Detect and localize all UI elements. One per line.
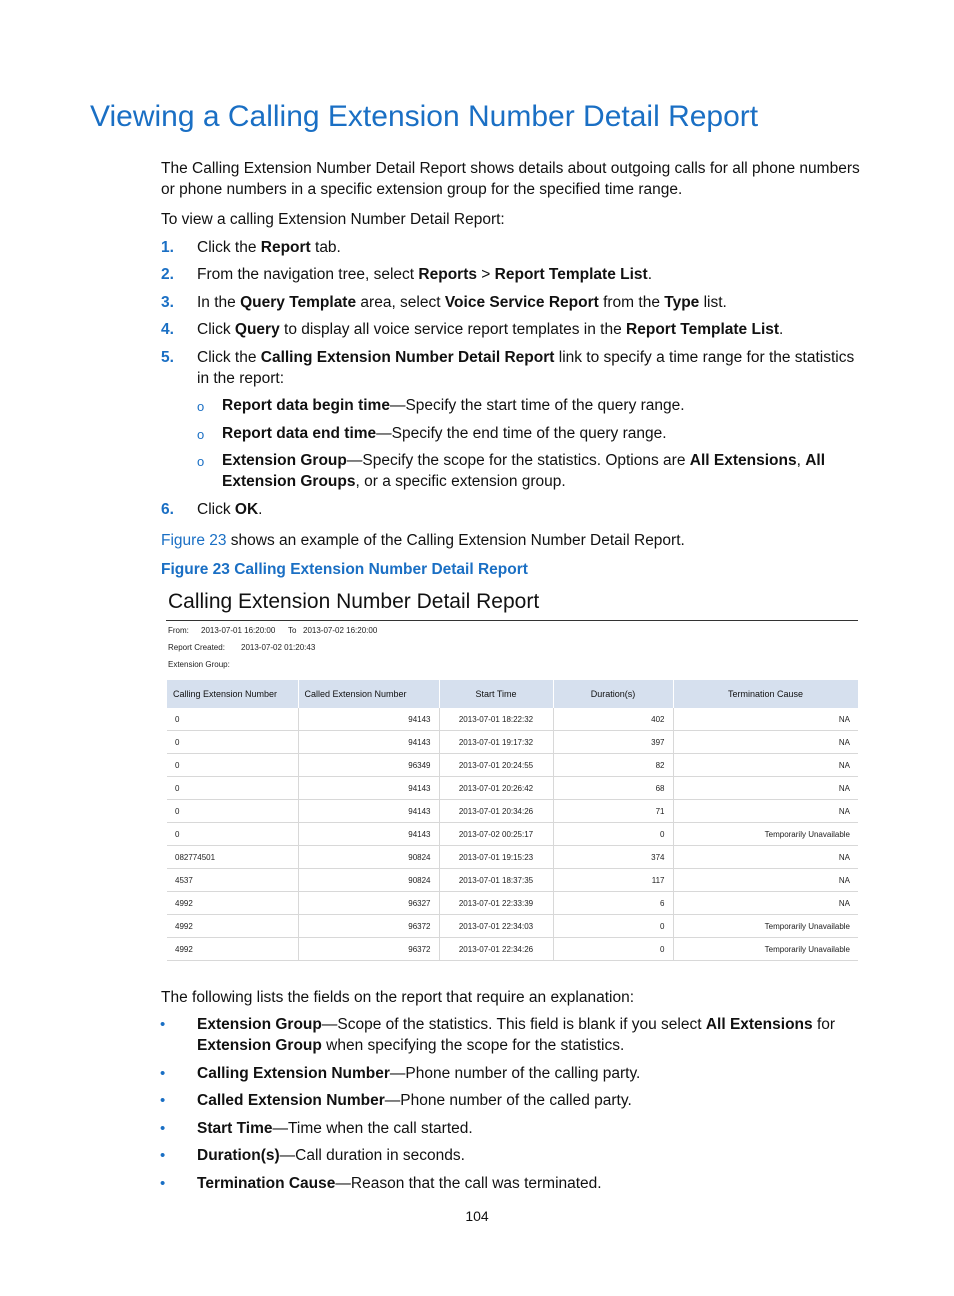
from-value: 2013-07-01 16:20:00 <box>201 626 276 635</box>
page-number: 104 <box>465 1208 489 1224</box>
cell-start-time: 2013-07-01 18:22:32 <box>439 708 553 731</box>
step-number: 2. <box>161 266 174 283</box>
cell-calling: 0 <box>167 800 298 823</box>
cell-called: 96327 <box>298 892 439 915</box>
cell-calling: 4992 <box>167 938 298 961</box>
cell-termination: NA <box>673 731 858 754</box>
step-1: Click the Report tab. <box>197 239 341 256</box>
table-row <box>167 892 858 915</box>
cell-termination: NA <box>673 708 858 731</box>
table-row <box>167 777 858 800</box>
cell-duration: 68 <box>553 777 673 800</box>
field-called-extension-number: Called Extension Number—Phone number of the called party. <box>197 1092 632 1109</box>
table-row <box>167 800 858 823</box>
table-header-row <box>167 680 858 708</box>
cell-called: 94143 <box>298 800 439 823</box>
bullet-icon: • <box>160 1175 166 1192</box>
field-start-time: Start Time—Time when the call started. <box>197 1120 473 1137</box>
field-extension-group: Extension Group—Scope of the statistics. This field is blank if you select All Extensions for Extension Group when specifying the scope for the statistics. <box>197 1016 836 1054</box>
procedure-intro: To view a calling Extension Number Detail Report: <box>161 211 505 228</box>
cell-calling: 0 <box>167 708 298 731</box>
cell-duration: 71 <box>553 800 673 823</box>
figure-reference: Figure 23 shows an example of the Calling Extension Number Detail Report. <box>161 532 685 549</box>
cell-termination: NA <box>673 846 858 869</box>
report-created-label: Report Created: <box>168 643 225 652</box>
cell-calling: 082774501 <box>167 846 298 869</box>
cell-start-time: 2013-07-01 20:26:42 <box>439 777 553 800</box>
sub-item-extension-group: Extension Group—Specify the scope for the statistics. Options are All Extensions, All Extension Groups, or a specific extension group. <box>222 452 826 490</box>
col-termination-cause: Termination Cause <box>673 680 858 708</box>
step-number: 6. <box>161 501 174 518</box>
to-label: To <box>288 626 297 635</box>
field-calling-extension-number: Calling Extension Number—Phone number of the calling party. <box>197 1065 641 1082</box>
col-calling-extension-number: Calling Extension Number <box>167 680 298 708</box>
step-2: From the navigation tree, select Reports > Report Template List. <box>197 266 652 283</box>
table-row <box>167 754 858 777</box>
report-divider <box>166 620 858 621</box>
cell-calling: 0 <box>167 754 298 777</box>
cell-called: 94143 <box>298 731 439 754</box>
figure-23-link[interactable]: Figure 23 <box>161 532 227 549</box>
cell-duration: 0 <box>553 823 673 846</box>
cell-called: 90824 <box>298 846 439 869</box>
cell-start-time: 2013-07-01 22:33:39 <box>439 892 553 915</box>
cell-termination: NA <box>673 892 858 915</box>
bullet-icon: • <box>160 1147 166 1164</box>
figure-caption: Figure 23 Calling Extension Number Detail Report <box>161 561 528 578</box>
col-called-extension-number: Called Extension Number <box>298 680 439 708</box>
cell-start-time: 2013-07-01 18:37:35 <box>439 869 553 892</box>
table-row <box>167 708 858 731</box>
cell-termination: NA <box>673 800 858 823</box>
bullet-icon: • <box>160 1092 166 1109</box>
cell-called: 96349 <box>298 754 439 777</box>
cell-called: 94143 <box>298 823 439 846</box>
bullet-icon: • <box>160 1120 166 1137</box>
intro-paragraph: The Calling Extension Number Detail Report shows details about outgoing calls for all phone numbers or phone numbers in a specific extension group for the specified time range. <box>161 160 860 198</box>
cell-start-time: 2013-07-02 00:25:17 <box>439 823 553 846</box>
table-row <box>167 846 858 869</box>
cell-termination: NA <box>673 777 858 800</box>
cell-called: 90824 <box>298 869 439 892</box>
col-duration: Duration(s) <box>553 680 673 708</box>
step-number: 4. <box>161 321 174 338</box>
cell-duration: 0 <box>553 938 673 961</box>
cell-calling: 0 <box>167 731 298 754</box>
page-title: Viewing a Calling Extension Number Detail Report <box>90 100 759 133</box>
fields-intro: The following lists the fields on the report that require an explanation: <box>161 989 635 1006</box>
col-start-time: Start Time <box>439 680 553 708</box>
cell-called: 96372 <box>298 938 439 961</box>
cell-start-time: 2013-07-01 19:15:23 <box>439 846 553 869</box>
table-row <box>167 938 858 961</box>
cell-start-time: 2013-07-01 20:34:26 <box>439 800 553 823</box>
step-6: Click OK. <box>197 501 263 518</box>
step-4: Click Query to display all voice service report templates in the Report Template List. <box>197 321 784 338</box>
step-3: In the Query Template area, select Voice Service Report from the Type list. <box>197 294 727 311</box>
cell-termination: Temporarily Unavailable <box>673 823 858 846</box>
cell-duration: 374 <box>553 846 673 869</box>
cell-start-time: 2013-07-01 22:34:03 <box>439 915 553 938</box>
sub-item-end-time: Report data end time—Specify the end time of the query range. <box>222 425 667 442</box>
cell-termination: Temporarily Unavailable <box>673 938 858 961</box>
bullet-icon: • <box>160 1016 166 1033</box>
cell-duration: 397 <box>553 731 673 754</box>
step-5: Click the Calling Extension Number Detail Report link to specify a time range for the statistics in the report: <box>197 349 855 387</box>
cell-duration: 82 <box>553 754 673 777</box>
cell-duration: 117 <box>553 869 673 892</box>
sub-bullet-icon: o <box>197 399 205 414</box>
sub-item-begin-time: Report data begin time—Specify the start time of the query range. <box>222 397 685 414</box>
cell-calling: 0 <box>167 777 298 800</box>
extension-group-label: Extension Group: <box>168 660 230 669</box>
cell-start-time: 2013-07-01 22:34:26 <box>439 938 553 961</box>
cell-termination: NA <box>673 754 858 777</box>
to-value: 2013-07-02 16:20:00 <box>303 626 378 635</box>
cell-start-time: 2013-07-01 19:17:32 <box>439 731 553 754</box>
cell-calling: 4537 <box>167 869 298 892</box>
cell-called: 96372 <box>298 915 439 938</box>
cell-called: 94143 <box>298 708 439 731</box>
cell-calling: 4992 <box>167 915 298 938</box>
report-title: Calling Extension Number Detail Report <box>168 590 540 613</box>
table-row <box>167 915 858 938</box>
field-duration: Duration(s)—Call duration in seconds. <box>197 1147 465 1164</box>
cell-termination: Temporarily Unavailable <box>673 915 858 938</box>
table-row <box>167 869 858 892</box>
step-number: 1. <box>161 239 174 256</box>
field-termination-cause: Termination Cause—Reason that the call was terminated. <box>197 1175 602 1192</box>
report-table <box>167 680 859 961</box>
cell-termination: NA <box>673 869 858 892</box>
step-number: 5. <box>161 349 174 366</box>
cell-duration: 0 <box>553 915 673 938</box>
step-number: 3. <box>161 294 174 311</box>
cell-calling: 0 <box>167 823 298 846</box>
report-created-value: 2013-07-02 01:20:43 <box>241 643 316 652</box>
from-label: From: <box>168 626 189 635</box>
bullet-icon: • <box>160 1065 166 1082</box>
cell-called: 94143 <box>298 777 439 800</box>
cell-duration: 6 <box>553 892 673 915</box>
cell-calling: 4992 <box>167 892 298 915</box>
table-row <box>167 823 858 846</box>
sub-bullet-icon: o <box>197 454 205 469</box>
cell-start-time: 2013-07-01 20:24:55 <box>439 754 553 777</box>
cell-duration: 402 <box>553 708 673 731</box>
table-row <box>167 731 858 754</box>
sub-bullet-icon: o <box>197 427 205 442</box>
